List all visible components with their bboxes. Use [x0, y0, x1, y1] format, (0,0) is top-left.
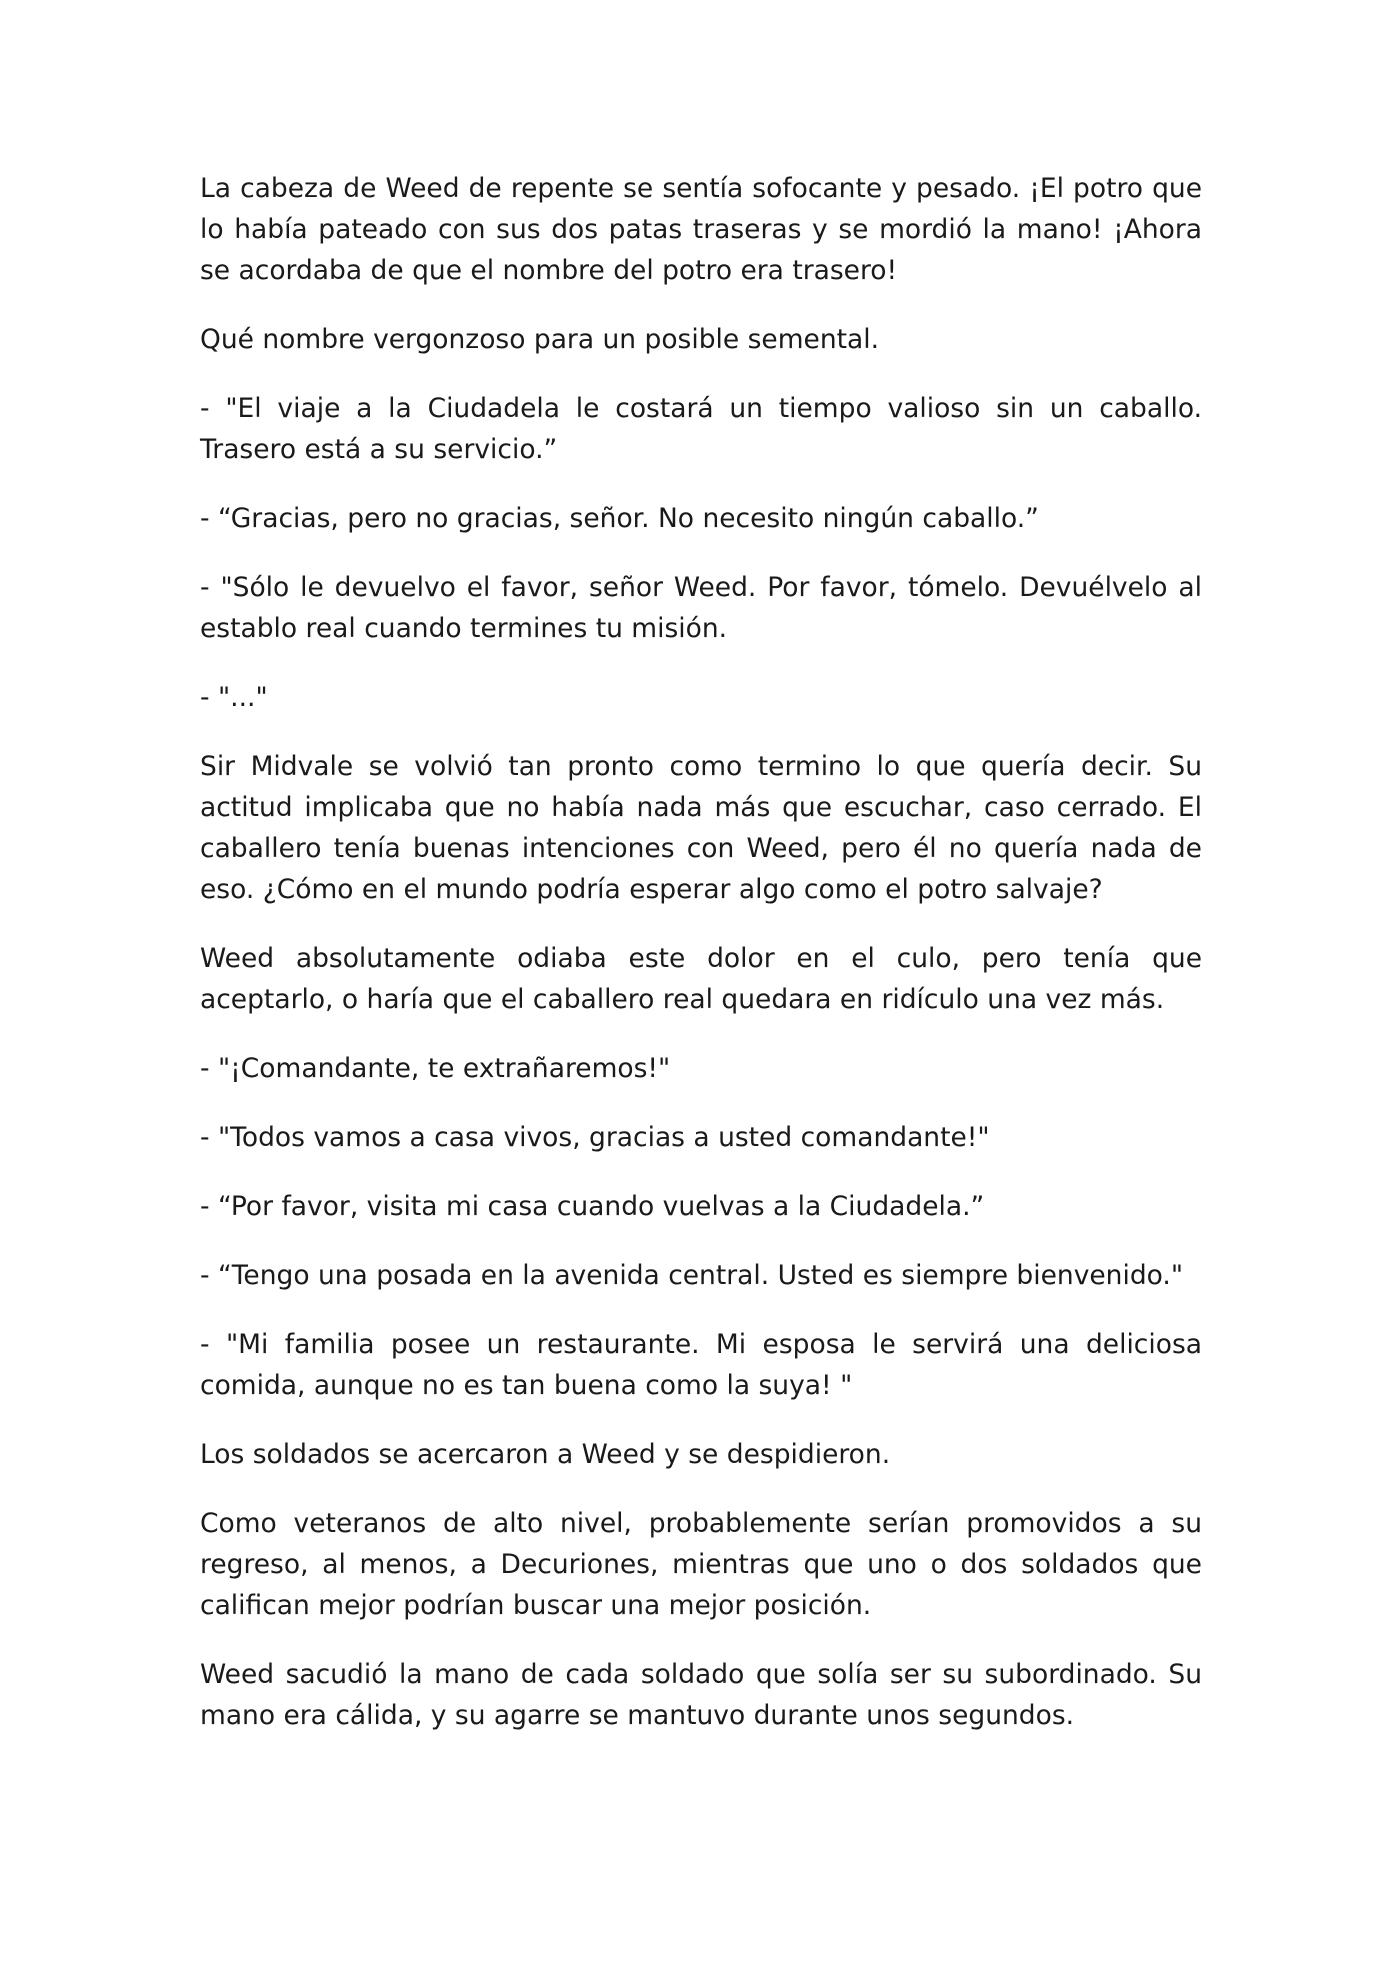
- paragraph: - "Todos vamos a casa vivos, gracias a usted comandante!": [200, 1122, 990, 1153]
- paragraph: Weed absolutamente odiaba este dolor en el culo, pero tenía que aceptarlo, o haría que el caballero real quedara en ridículo una vez más.: [200, 943, 1202, 1015]
- paragraph: La cabeza de Weed de repente se sentía sofocante y pesado. ¡El potro que lo había pateado con sus dos patas traseras y se mordió la mano! ¡Ahora se acordaba de que el nombre del potro era trasero!: [200, 173, 1202, 286]
- paragraph: - "¡Comandante, te extrañaremos!": [200, 1053, 671, 1084]
- paragraph: - "Mi familia posee un restaurante. Mi esposa le servirá una deliciosa comida, aunque no es tan buena como la suya! ": [200, 1329, 1202, 1401]
- paragraph: Sir Midvale se volvió tan pronto como termino lo que quería decir. Su actitud implicaba que no había nada más que escuchar, caso cerrado. El caballero tenía buenas intenciones con Weed, pero él no quería nada de eso. ¿Cómo en el mundo podría esperar algo como el potro salvaje?: [200, 751, 1202, 905]
- paragraph: - "El viaje a la Ciudadela le costará un tiempo valioso sin un caballo. Trasero está a su servicio.”: [200, 393, 1202, 465]
- document-body: [200, 168, 1202, 1764]
- paragraph: Weed sacudió la mano de cada soldado que solía ser su subordinado. Su mano era cálida, y su agarre se mantuvo durante unos segundos.: [200, 1659, 1202, 1731]
- paragraph: - "Sólo le devuelvo el favor, señor Weed. Por favor, tómelo. Devuélvelo al establo real cuando termines tu misión.: [200, 572, 1202, 644]
- paragraph: Los soldados se acercaron a Weed y se despidieron.: [200, 1439, 891, 1470]
- paragraph: - "...": [200, 682, 268, 713]
- paragraph: Como veteranos de alto nivel, probablemente serían promovidos a su regreso, al menos, a Decuriones, mientras que uno o dos soldados que califican mejor podrían buscar una mejor posición.: [200, 1508, 1202, 1621]
- paragraph: - “Tengo una posada en la avenida central. Usted es siempre bienvenido.": [200, 1260, 1184, 1291]
- paragraph: - “Gracias, pero no gracias, señor. No necesito ningún caballo.”: [200, 503, 1039, 534]
- paragraph: - “Por favor, visita mi casa cuando vuelvas a la Ciudadela.”: [200, 1191, 985, 1222]
- paragraph: Qué nombre vergonzoso para un posible semental.: [200, 324, 880, 355]
